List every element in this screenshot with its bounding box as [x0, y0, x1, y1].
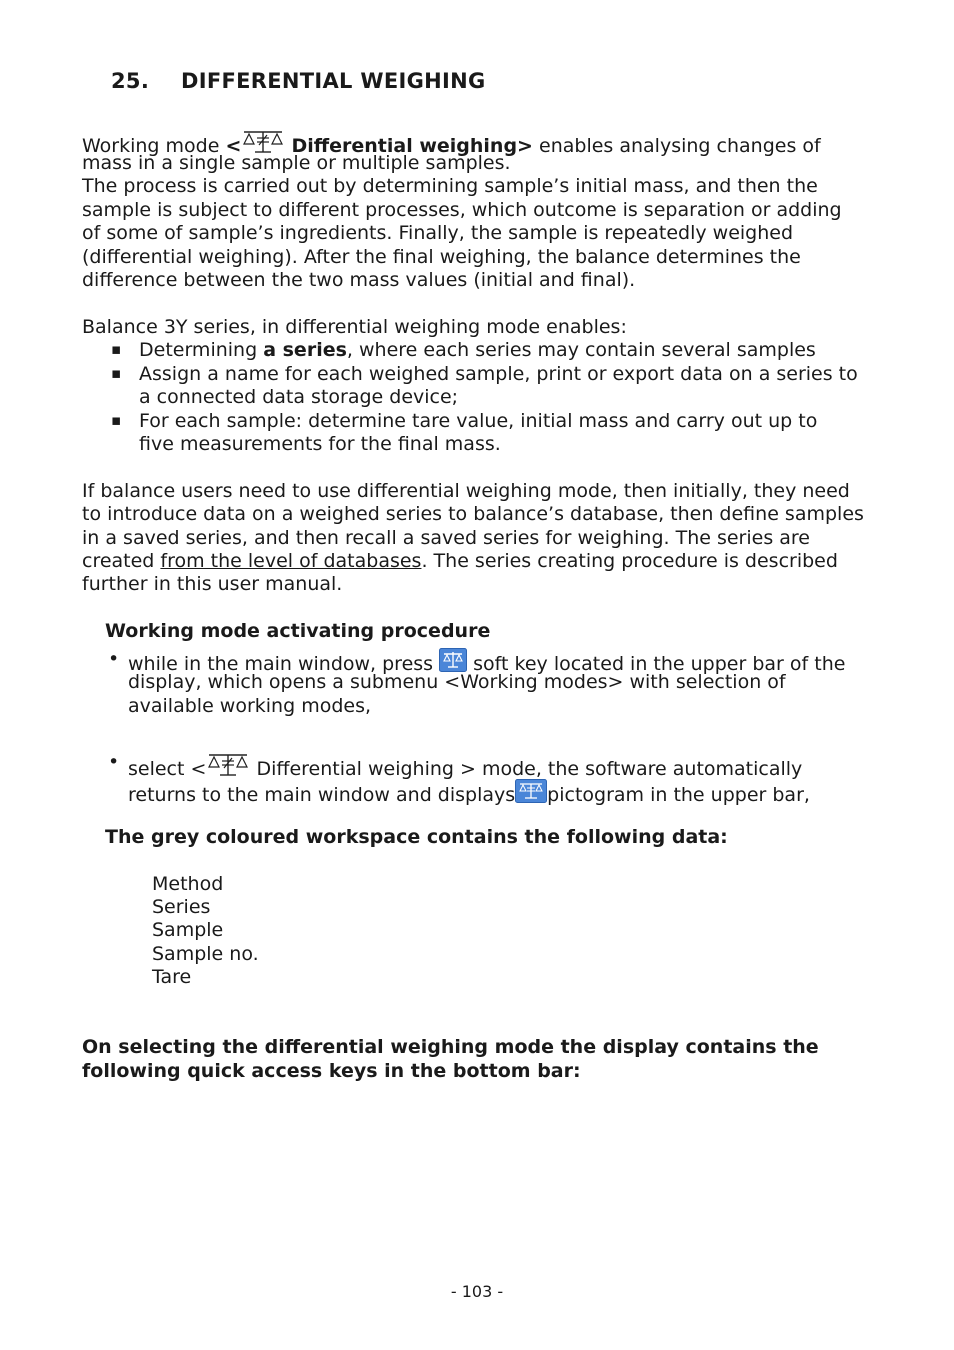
usage-line-5: further in this user manual. — [82, 573, 343, 595]
workspace-item-series: Series — [152, 896, 211, 918]
usage-line-2: to introduce data on a weighed series to balance’s database, then define samples — [82, 503, 864, 525]
intro-line-3: The process is carried out by determining sample’s initial mass, and then the — [82, 175, 818, 197]
workspace-item-sample: Sample — [152, 919, 224, 941]
usage-line-1: If balance users need to use differential weighing mode, then initially, they need — [82, 480, 850, 502]
differential-weighing-pictogram-icon — [515, 779, 547, 809]
bullet-2-line-1: Assign a name for each weighed sample, print or export data on a series to — [139, 363, 858, 385]
intro-line-5: of some of sample’s ingredients. Finally, the sample is repeatedly weighed — [82, 222, 794, 244]
page-number: - 103 - — [450, 1282, 504, 1301]
bullet-3-line-2: five measurements for the final mass. — [139, 433, 501, 455]
round-bullet-icon: • — [108, 751, 120, 773]
round-bullet-icon: • — [108, 648, 120, 670]
bullet-2-line-2: a connected data storage device; — [139, 386, 459, 408]
usage-line-3: in a saved series, and then recall a saved series for weighing. The series are — [82, 527, 810, 549]
intro-line-7: difference between the two mass values (initial and final). — [82, 269, 636, 291]
series-intro: Balance 3Y series, in differential weighing mode enables: — [82, 316, 627, 338]
bullet-1: Determining a series, where each series may contain several samples — [139, 339, 816, 361]
procedure-step-1-line-2: display, which opens a submenu <Working modes> with selection of — [128, 671, 786, 693]
workspace-item-sample-no: Sample no. — [152, 943, 259, 965]
bullet-3-line-1: For each sample: determine tare value, initial mass and carry out up to — [139, 410, 818, 432]
workspace-item-tare: Tare — [152, 966, 192, 988]
procedure-step-2-line-2: returns to the main window and displays pictogram in the upper bar, — [128, 779, 810, 809]
procedure-heading: Working mode activating procedure — [105, 620, 491, 642]
intro-line-2: mass in a single sample or multiple samples. — [82, 152, 511, 174]
procedure-step-1-line-1: while in the main window, press soft key located in the upper bar of the — [128, 648, 845, 678]
workspace-heading: The grey coloured workspace contains the following data: — [105, 826, 728, 848]
square-bullet-icon: ▪ — [111, 364, 122, 382]
procedure-step-2-line-1: select < Differential weighing > mode, the software automatically — [128, 751, 802, 785]
intro-line-4: sample is subject to different processes, which outcome is separation or adding — [82, 199, 842, 221]
usage-line-4: created from the level of databases. The series creating procedure is described — [82, 550, 838, 572]
databases-link[interactable]: from the level of databases — [160, 550, 422, 572]
quick-keys-line-2: following quick access keys in the bottom bar: — [82, 1060, 581, 1082]
workspace-item-method: Method — [152, 873, 224, 895]
procedure-step-1-line-3: available working modes, — [128, 695, 372, 717]
section-number: 25. — [111, 69, 150, 93]
square-bullet-icon: ▪ — [111, 340, 122, 358]
square-bullet-icon: ▪ — [111, 411, 122, 429]
section-title: DIFFERENTIAL WEIGHING — [181, 69, 486, 93]
intro-line-1: Working mode < Differential weighing> enables analysing changes of — [82, 128, 821, 162]
quick-keys-line-1: On selecting the differential weighing mode the display contains the — [82, 1036, 819, 1058]
intro-line-6: (differential weighing). After the final weighing, the balance determines the — [82, 246, 801, 268]
